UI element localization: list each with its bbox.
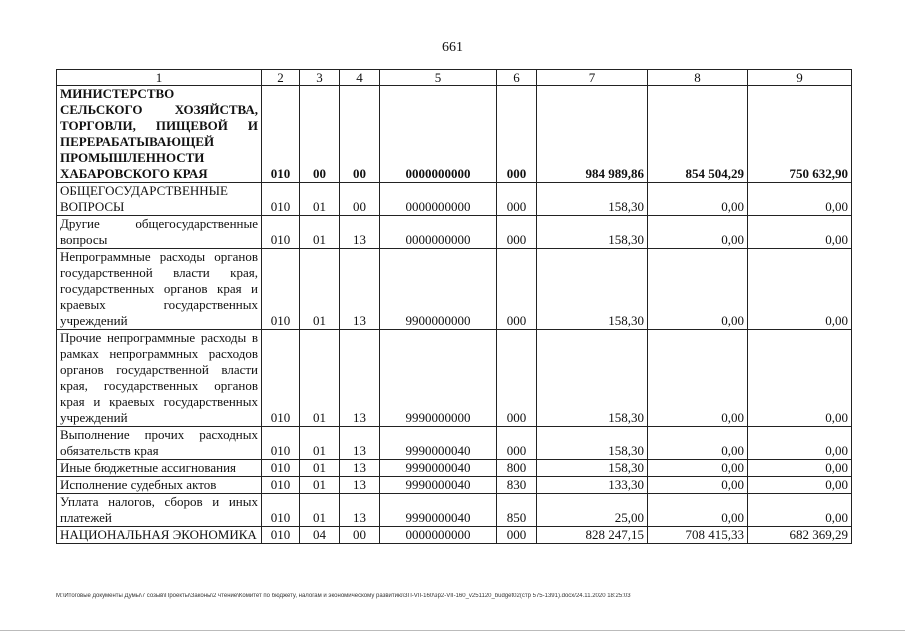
row-name: Непрограммные расходы органов государственной власти края, государственных органов края и краевых государственных учреждений [57,249,262,330]
cell-section: 01 [300,494,340,527]
cell-target-article: 0000000000 [380,86,497,183]
cell-amount-1: 133,30 [537,477,648,494]
cell-target-article: 9900000000 [380,249,497,330]
row-name: Исполнение судебных актов [57,477,262,494]
row-name: Иные бюджетные ассигнования [57,460,262,477]
cell-amount-2: 0,00 [648,216,748,249]
cell-ministry-code: 010 [262,86,300,183]
column-header: 3 [300,70,340,86]
table-row [57,216,852,249]
cell-subsection: 13 [340,249,380,330]
column-header: 6 [497,70,537,86]
cell-amount-1: 158,30 [537,183,648,216]
cell-subsection: 13 [340,494,380,527]
cell-target-article: 9990000000 [380,330,497,427]
column-header: 2 [262,70,300,86]
cell-subsection: 13 [340,330,380,427]
table-row [57,460,852,477]
cell-amount-1: 158,30 [537,216,648,249]
cell-amount-3: 0,00 [748,460,852,477]
row-name: Уплата налогов, сборов и иных платежей [57,494,262,527]
cell-expense-type: 000 [497,183,537,216]
cell-subsection: 00 [340,183,380,216]
cell-amount-3: 0,00 [748,477,852,494]
cell-target-article: 9990000040 [380,494,497,527]
column-header: 8 [648,70,748,86]
cell-expense-type: 000 [497,330,537,427]
cell-subsection: 00 [340,527,380,544]
cell-expense-type: 000 [497,249,537,330]
cell-amount-2: 0,00 [648,494,748,527]
cell-ministry-code: 010 [262,216,300,249]
cell-section: 01 [300,427,340,460]
cell-expense-type: 000 [497,527,537,544]
page-bottom-divider [0,630,905,631]
column-header: 4 [340,70,380,86]
table-row [57,527,852,544]
cell-target-article: 0000000000 [380,527,497,544]
cell-expense-type: 830 [497,477,537,494]
cell-amount-2: 708 415,33 [648,527,748,544]
cell-amount-1: 158,30 [537,460,648,477]
document-footer-path: M:\Итоговые документы Думы\7 созыв\Проекты\Законы\2 чтение\Комитет по бюджету, налогам и экономическому развитию\3П-VII-160\зр2-VII-160_v251120_budget02(стр 575-1391).docx/24.11.2020 18:25:03 [56,593,631,599]
cell-subsection: 00 [340,86,380,183]
cell-target-article: 0000000000 [380,183,497,216]
cell-amount-2: 0,00 [648,330,748,427]
table-row [57,86,852,183]
cell-amount-3: 0,00 [748,330,852,427]
cell-amount-3: 0,00 [748,249,852,330]
cell-expense-type: 800 [497,460,537,477]
cell-amount-1: 158,30 [537,427,648,460]
cell-section: 00 [300,86,340,183]
cell-amount-3: 0,00 [748,494,852,527]
cell-amount-3: 682 369,29 [748,527,852,544]
cell-amount-3: 0,00 [748,216,852,249]
cell-amount-2: 0,00 [648,460,748,477]
cell-amount-2: 0,00 [648,183,748,216]
column-header: 9 [748,70,852,86]
cell-amount-1: 158,30 [537,249,648,330]
cell-amount-1: 158,30 [537,330,648,427]
cell-target-article: 9990000040 [380,460,497,477]
budget-table [56,69,852,544]
cell-ministry-code: 010 [262,527,300,544]
cell-ministry-code: 010 [262,183,300,216]
row-name: Другие общегосударственные вопросы [57,216,262,249]
cell-ministry-code: 010 [262,330,300,427]
cell-section: 04 [300,527,340,544]
cell-target-article: 0000000000 [380,216,497,249]
cell-ministry-code: 010 [262,494,300,527]
page-number: 661 [442,40,463,55]
cell-ministry-code: 010 [262,460,300,477]
cell-amount-1: 25,00 [537,494,648,527]
table-row [57,330,852,427]
cell-subsection: 13 [340,477,380,494]
column-header: 7 [537,70,648,86]
cell-target-article: 9990000040 [380,427,497,460]
cell-section: 01 [300,460,340,477]
cell-section: 01 [300,183,340,216]
column-number-row [57,70,852,86]
cell-amount-2: 854 504,29 [648,86,748,183]
table-row [57,494,852,527]
cell-amount-1: 984 989,86 [537,86,648,183]
cell-expense-type: 000 [497,86,537,183]
cell-subsection: 13 [340,427,380,460]
cell-section: 01 [300,477,340,494]
cell-ministry-code: 010 [262,477,300,494]
cell-ministry-code: 010 [262,249,300,330]
table-row [57,249,852,330]
cell-amount-3: 0,00 [748,183,852,216]
cell-amount-2: 0,00 [648,249,748,330]
cell-subsection: 13 [340,216,380,249]
cell-target-article: 9990000040 [380,477,497,494]
row-name: НАЦИОНАЛЬНАЯ ЭКОНОМИКА [57,527,262,544]
cell-subsection: 13 [340,460,380,477]
column-header: 5 [380,70,497,86]
cell-expense-type: 000 [497,427,537,460]
table-row [57,477,852,494]
cell-section: 01 [300,216,340,249]
cell-expense-type: 000 [497,216,537,249]
cell-section: 01 [300,249,340,330]
cell-amount-1: 828 247,15 [537,527,648,544]
cell-section: 01 [300,330,340,427]
row-name: Выполнение прочих расходных обязательств края [57,427,262,460]
column-header: 1 [57,70,262,86]
table-row [57,427,852,460]
row-name: ОБЩЕГОСУДАРСТВЕННЫЕ ВОПРОСЫ [57,183,262,216]
row-name: МИНИСТЕРСТВО СЕЛЬСКОГО ХОЗЯЙСТВА, ТОРГОВЛИ, ПИЩЕВОЙ И ПЕРЕРАБАТЫВАЮЩЕЙ ПРОМЫШЛЕННОСТИ ХАБАРОВСКОГО КРАЯ [57,86,262,183]
cell-amount-2: 0,00 [648,427,748,460]
cell-ministry-code: 010 [262,427,300,460]
cell-amount-3: 750 632,90 [748,86,852,183]
table-row [57,183,852,216]
cell-expense-type: 850 [497,494,537,527]
cell-amount-2: 0,00 [648,477,748,494]
row-name: Прочие непрограммные расходы в рамках непрограммных расходов органов государственной власти края, государственных органов края и краевых государственных учреждений [57,330,262,427]
cell-amount-3: 0,00 [748,427,852,460]
